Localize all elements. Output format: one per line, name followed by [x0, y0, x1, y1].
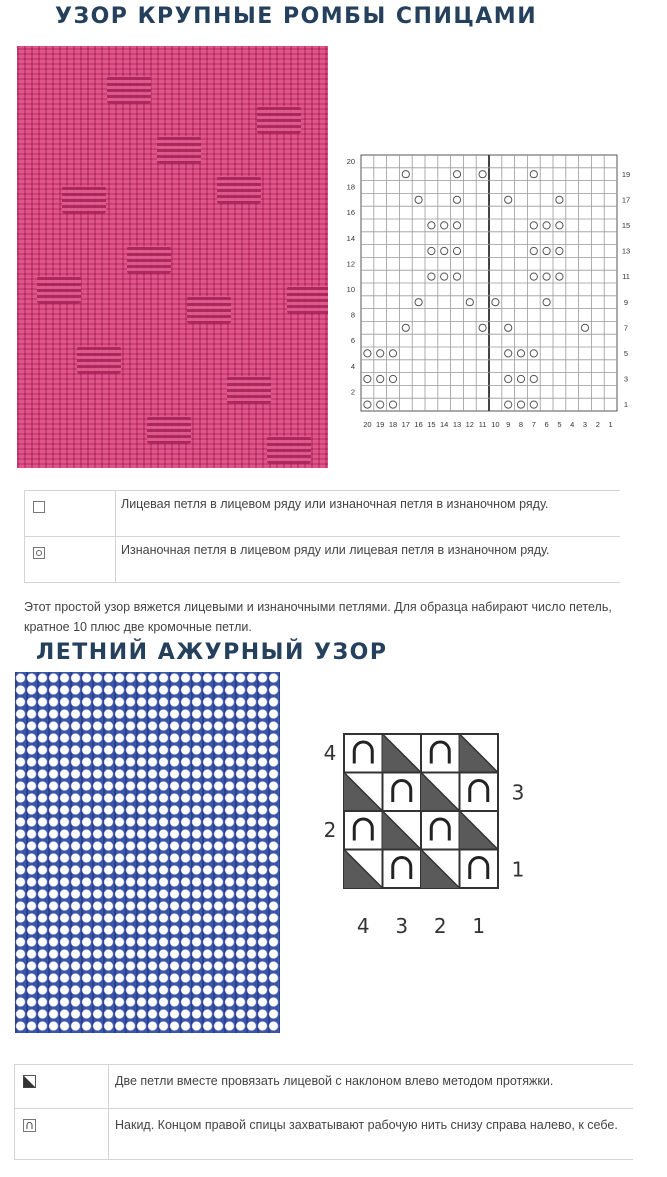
yarn-over-symbol — [344, 811, 383, 850]
purl-texture-patch — [187, 296, 231, 324]
row-number: 18 — [346, 182, 355, 192]
yarn-over-symbol — [421, 811, 460, 850]
column-number: 17 — [401, 420, 410, 429]
row-number: 20 — [346, 156, 355, 166]
row-number: 5 — [623, 348, 629, 358]
k2tog-symbol — [344, 773, 383, 812]
purl-texture-patch — [287, 286, 328, 314]
section1-title: УЗОР КРУПНЫЕ РОМБЫ СПИЦАМИ — [55, 4, 538, 29]
row-number: 10 — [346, 284, 355, 294]
section2-title: ЛЕТНИЙ АЖУРНЫЙ УЗОР — [36, 640, 388, 665]
purl-texture-patch — [267, 436, 311, 464]
yarn-over-symbol — [344, 734, 383, 773]
row-number: 14 — [346, 233, 355, 243]
k2tog-symbol — [383, 734, 422, 773]
column-number: 8 — [518, 420, 524, 429]
lace-pattern-swatch-photo — [15, 672, 280, 1033]
legend-row — [25, 491, 621, 537]
row-number: 1 — [623, 400, 629, 410]
row-number: 17 — [621, 195, 631, 205]
legend-row — [25, 537, 621, 583]
purl-texture-patch — [107, 76, 151, 104]
column-number: 15 — [427, 420, 436, 429]
k2tog-symbol — [460, 734, 499, 773]
row-number: 15 — [621, 220, 631, 230]
purl-texture-patch — [37, 276, 81, 304]
column-number: 7 — [531, 420, 536, 429]
legend-row — [15, 1109, 634, 1160]
row-number: 13 — [621, 246, 631, 256]
lace-pattern-chart — [308, 712, 543, 947]
empty-square-icon — [33, 501, 45, 513]
k2tog-symbol — [383, 811, 422, 850]
row-number: 6 — [350, 336, 355, 346]
row-number: 3 — [511, 780, 525, 805]
row-number: 4 — [323, 741, 337, 766]
column-number: 11 — [478, 420, 487, 429]
legend-table-2 — [14, 1064, 633, 1160]
purl-texture-patch — [257, 106, 301, 134]
row-number: 8 — [350, 310, 355, 320]
k2tog-symbol — [460, 811, 499, 850]
column-number: 3 — [582, 420, 588, 429]
k2tog-left-icon — [23, 1075, 36, 1088]
purl-texture-patch — [227, 376, 271, 404]
column-number: 2 — [433, 914, 447, 938]
column-number: 10 — [491, 420, 500, 429]
column-number: 20 — [363, 420, 372, 429]
column-number: 16 — [414, 420, 423, 429]
yarn-over-symbol — [383, 773, 422, 812]
column-number: 9 — [506, 420, 511, 429]
purl-texture-patch — [77, 346, 121, 374]
purl-texture-patch — [127, 246, 171, 274]
row-number: 4 — [350, 361, 355, 371]
column-number: 12 — [465, 420, 474, 429]
legend-text: Лицевая петля в лицевом ряду или изнаночная петля в изнаночном ряду. — [116, 491, 621, 537]
row-number: 11 — [622, 272, 630, 282]
column-number: 19 — [376, 420, 385, 429]
column-number: 4 — [570, 420, 575, 429]
purl-texture-patch — [157, 136, 201, 164]
column-number: 1 — [608, 420, 613, 429]
legend-row — [15, 1065, 634, 1109]
diamond-pattern-chart — [340, 150, 640, 440]
column-number: 3 — [395, 914, 409, 938]
yarn-over-symbol — [421, 734, 460, 773]
k2tog-symbol — [421, 850, 460, 889]
row-number: 1 — [511, 857, 525, 882]
yarn-over-symbol — [460, 773, 499, 812]
k2tog-symbol — [421, 773, 460, 812]
row-number: 2 — [323, 818, 337, 843]
legend-text: Накид. Концом правой спицы захватывают рабочую нить снизу справа налево, к себе. — [109, 1109, 634, 1160]
column-number: 18 — [388, 420, 398, 429]
row-number: 16 — [346, 208, 355, 218]
k2tog-symbol — [344, 850, 383, 889]
column-number: 4 — [356, 914, 370, 938]
yarn-over-icon — [23, 1119, 36, 1132]
row-number: 7 — [623, 323, 629, 333]
yarn-over-symbol — [383, 850, 422, 889]
legend-table-1 — [24, 490, 620, 583]
column-number: 1 — [472, 914, 486, 938]
row-number: 2 — [350, 387, 355, 397]
column-number: 14 — [440, 420, 449, 429]
column-number: 13 — [452, 420, 462, 429]
column-number: 6 — [544, 420, 549, 429]
row-number: 12 — [346, 259, 355, 269]
yarn-over-symbol — [460, 850, 499, 889]
row-number: 9 — [623, 297, 629, 307]
legend-text: Изнаночная петля в лицевом ряду или лицевая петля в изнаночном ряду. — [116, 537, 621, 583]
purl-texture-patch — [147, 416, 191, 444]
legend-text: Две петли вместе провязать лицевой с наклоном влево методом протяжки. — [109, 1065, 634, 1109]
diamond-pattern-swatch-photo — [17, 46, 328, 468]
column-number: 2 — [595, 420, 600, 429]
pattern-description: Этот простой узор вяжется лицевыми и изнаночными петлями. Для образца набирают число петель, кратное 10 плюс две кромочные петли. — [24, 600, 612, 634]
purl-texture-patch — [62, 186, 106, 214]
row-number: 3 — [623, 374, 629, 384]
circle-square-icon — [33, 547, 45, 559]
column-number: 5 — [557, 420, 562, 429]
purl-texture-patch — [217, 176, 261, 204]
row-number: 19 — [621, 169, 631, 179]
